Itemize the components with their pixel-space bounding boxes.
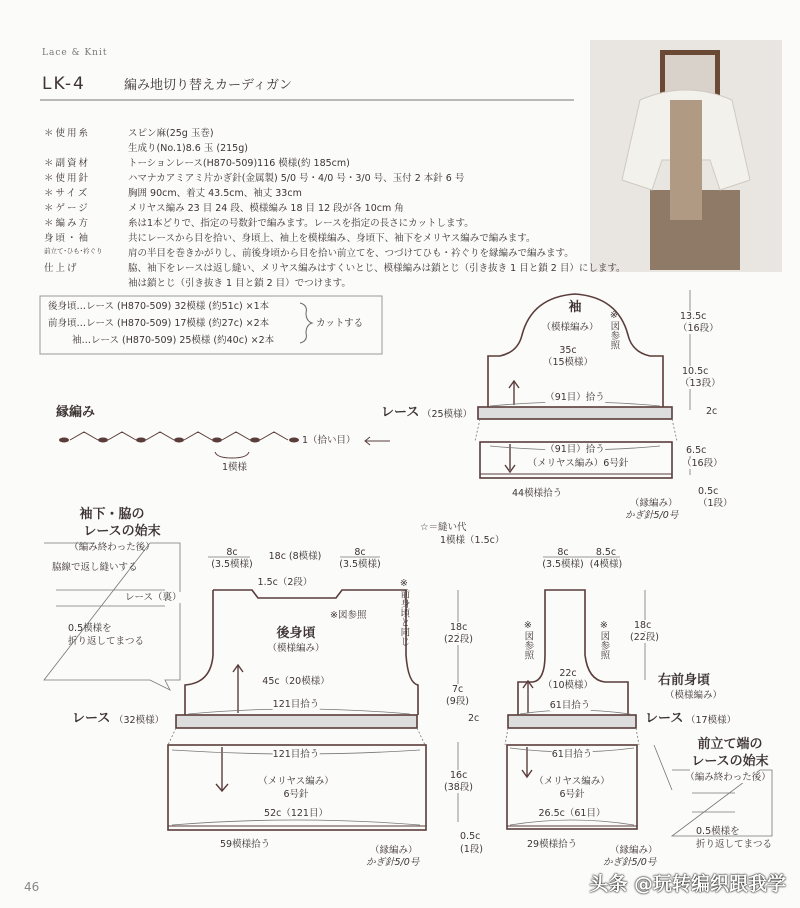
callout-fold: 折り返してまつる — [696, 839, 773, 850]
pattern-code: LK-4 — [42, 74, 86, 94]
callout-note: 脇線で返し縫いする — [52, 562, 138, 573]
page-number: 46 — [24, 880, 40, 894]
callout-fold: 0.5模様を — [68, 623, 112, 634]
dim: (3.5模様) — [211, 559, 253, 570]
spec-value: メリヤス編み 23 目 24 段、模様編み 18 目 12 段が各 10cm 角 — [128, 203, 404, 214]
spec-value: 共にレースから目を拾い、身頃上、袖上を模様編み、身頃下、袖下をメリヤス編みで編みます。 — [128, 233, 536, 244]
cut-line: 前身頃…レース (H870-509) 17模様 (約27c) ×2本 — [48, 318, 270, 329]
dim: （13段） — [680, 378, 721, 389]
back-title: 後身頃 — [276, 626, 316, 641]
callout-fold: 折り返してまつる — [68, 636, 145, 647]
front-ref: ※図参照 — [598, 620, 610, 660]
back-lace-label: レース — [72, 711, 111, 726]
spec-label: ＊副資材 — [44, 158, 91, 169]
back-ref: ※図参照 — [330, 610, 367, 621]
sleeve-lower: （メリヤス編み）6号針 — [527, 458, 629, 469]
sleeve-width-rep: （15模様） — [542, 357, 594, 368]
dim: (1段) — [460, 844, 483, 855]
back-needle: 6号針 — [283, 789, 309, 800]
sleeve-title: 袖 — [568, 300, 582, 315]
back-pickup: 121目拾う — [272, 699, 320, 710]
sleeve-ref: ※図参照 — [608, 310, 620, 350]
back-pattern: （模様編み） — [267, 643, 325, 654]
dim: 6.5c — [686, 445, 707, 456]
sleeve-pickup2: （91目）拾う — [545, 444, 605, 455]
front-width: 22c — [559, 668, 577, 679]
dim: 13.5c — [680, 311, 707, 322]
edging-title: 縁編み — [56, 405, 96, 420]
dim: 8.5c — [595, 547, 617, 558]
dim: 18c — [450, 622, 468, 633]
dim: 7c — [452, 684, 464, 695]
front-needle: 6号針 — [559, 789, 585, 800]
dim: (3.5模様) — [542, 559, 584, 570]
back-same-note: ※前身頃と同じ — [398, 578, 410, 646]
page-title: 編み地切り替えカーディガン — [124, 78, 292, 93]
spec-label: 仕上げ — [44, 263, 79, 274]
front-lower: （メリヤス編み） — [534, 776, 610, 787]
back-neck: 1.5c（2段） — [257, 577, 313, 588]
front-bottom: 26.5c（61目） — [538, 808, 606, 819]
dim: (38段) — [444, 782, 474, 793]
front-pickup: 61目拾う — [549, 700, 591, 711]
back-width: 45c（20模様） — [262, 676, 330, 687]
dim: (3.5模様) — [339, 559, 381, 570]
edging-start: 1（拾い目） — [302, 435, 356, 446]
sleeve-edge: （縁編み） — [630, 498, 678, 509]
spec-label: ＊編み方 — [44, 218, 91, 229]
seam-note: ☆＝縫い代 — [420, 522, 467, 533]
spec-label: ＊使用針 — [44, 173, 91, 184]
front-edge: （縁編み） — [610, 845, 658, 856]
edging-repeat: 1模様 — [222, 462, 248, 473]
dim: 0.5c — [698, 486, 719, 497]
sleeve-lace-rep: （25模様） — [422, 409, 473, 420]
spec-label: 身頃・袖 — [44, 233, 91, 244]
dim: 18c (8模様) — [268, 551, 322, 562]
dim: (9段) — [446, 696, 469, 707]
spec-label: ＊使用糸 — [44, 128, 91, 139]
callout-sub: （編み終わった後） — [69, 542, 155, 553]
front-edge-pick: 29模様拾う — [527, 839, 578, 850]
cut-line: 袖…レース (H870-509) 25模様 (約40c) ×2本 — [72, 335, 275, 346]
spec-value: スピン麻(25g 玉巻) — [128, 128, 214, 139]
back-bottom: 52c（121目） — [264, 808, 328, 819]
cut-line: 後身頃…レース (H870-509) 32模様 (約51c) ×1本 — [48, 301, 270, 312]
cut-note: カットする — [316, 318, 364, 329]
sleeve-lace-label: レース — [381, 405, 420, 420]
dim: （1段） — [698, 498, 733, 509]
watermark: 头条 @玩转编织跟我学 — [589, 873, 786, 895]
callout-sub: （編み終わった後） — [685, 772, 771, 783]
dim: (22段) — [444, 634, 474, 645]
dim: 0.5c — [460, 831, 481, 842]
seam-value: 1模様（1.5c） — [440, 535, 505, 546]
back-lower: （メリヤス編み） — [258, 776, 334, 787]
callout-title: 前立て端の — [697, 737, 763, 752]
dim: 16c — [450, 770, 468, 781]
sleeve-edge-pick: 44模様拾う — [512, 488, 563, 499]
front-lace-rep: （17模様） — [686, 715, 737, 726]
back-hook: かぎ針5/0号 — [366, 857, 420, 868]
front-title: 右前身頃 — [658, 673, 711, 688]
sleeve-pickup: （91目）拾う — [545, 392, 605, 403]
dim: 2c — [706, 406, 718, 417]
front-hook: かぎ針5/0号 — [603, 857, 657, 868]
dim: 8c — [354, 547, 366, 558]
front-width-rep: （10模様） — [542, 680, 594, 691]
spec-value: 袖は鎖とじ（引き抜き 1 目と鎖 2 目）でつけます。 — [128, 278, 351, 289]
front-ref: ※図参照 — [522, 620, 534, 660]
spec-value: ハマナカアミアミ片かぎ針(金属製) 5/0 号・4/0 号・3/0 号、玉付 2 本針 6 号 — [128, 173, 465, 184]
dim: 10.5c — [682, 366, 709, 377]
spec-label: ＊ゲージ — [44, 203, 90, 214]
dim: (4模様) — [589, 559, 623, 570]
dim: (22段) — [630, 632, 660, 643]
callout-fold: 0.5模様を — [696, 826, 740, 837]
series-name: Lace & Knit — [42, 48, 108, 58]
dim: 8c — [226, 547, 238, 558]
dim: 18c — [634, 620, 652, 631]
dim: （16段） — [682, 458, 723, 469]
dim: 8c — [557, 547, 569, 558]
spec-value: 胸囲 90cm、着丈 43.5cm、袖丈 33cm — [128, 188, 302, 199]
callout-title: レースの始末 — [83, 524, 161, 539]
front-pattern: （模様編み） — [665, 690, 723, 701]
sleeve-hook: かぎ針5/0号 — [625, 510, 679, 521]
callout-lace: レース（裏） — [125, 592, 182, 603]
callout-title: レースの始末 — [691, 754, 769, 769]
spec-value: 糸は1本どりで、指定の号数針で編みます。レースを指定の長さにカットします。 — [128, 218, 474, 229]
back-pickup2: 121目拾う — [272, 749, 320, 760]
spec-label: 前立て･ひも･衿ぐり — [44, 247, 103, 255]
dim: （16段） — [678, 323, 719, 334]
dim: 2c — [468, 713, 480, 724]
spec-value: トーションレース(H870-509)116 模様(約 185cm) — [128, 158, 350, 169]
back-edge-pick: 59模様拾う — [220, 839, 271, 850]
sleeve-pattern: （模様編み） — [541, 322, 599, 333]
spec-value: 肩の半目を巻きかがりし、前後身頃から目を拾い前立てを、つづけてひも・衿ぐりを縁編みで編みます。 — [128, 248, 574, 259]
back-lace-rep: （32模様） — [114, 715, 165, 726]
spec-value: 脇、袖下をレースは返し縫い、メリヤス編みはすくいとじ、模様編みは鎖とじ（引き抜き 1 目と鎖 2 目）にします。 — [128, 263, 626, 274]
spec-value: 生成り(No.1)8.6 玉 (215g) — [128, 143, 248, 154]
sleeve-width: 35c — [559, 345, 577, 356]
callout-title: 袖下・脇の — [79, 507, 145, 522]
back-edge: （縁編み） — [370, 845, 418, 856]
front-lace-label: レース — [645, 711, 684, 726]
front-pickup2: 61目拾う — [551, 749, 593, 760]
spec-label: ＊サイズ — [44, 188, 90, 199]
